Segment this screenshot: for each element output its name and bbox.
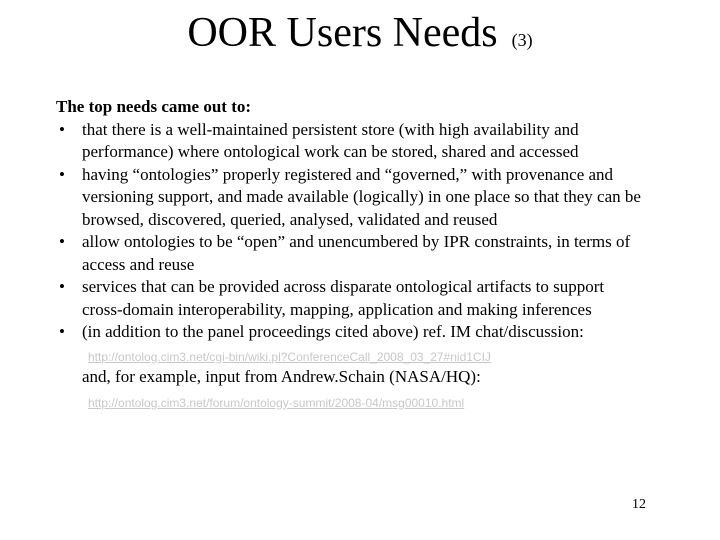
needs-list xyxy=(56,119,646,344)
list-item-text: (in addition to the panel proceedings cited above) ref. IM chat/discussion: xyxy=(82,322,584,341)
slide-title-suffix: (3) xyxy=(511,30,533,50)
intro-heading: The top needs came out to: xyxy=(56,97,252,116)
list-item xyxy=(56,321,646,344)
page-number: 12 xyxy=(632,497,646,512)
forum-message-link[interactable]: http://ontolog.cim3.net/forum/ontology-summit/2008-04/msg00010.html xyxy=(88,395,465,410)
bullet-icon: • xyxy=(59,232,65,251)
slide-title-text: OOR Users Needs xyxy=(187,10,498,56)
list-item xyxy=(56,231,646,276)
list-item xyxy=(56,276,646,321)
list-item-text: allow ontologies to be “open” and unencumbered by IPR constraints, in terms of access and reuse xyxy=(82,232,631,274)
followup-text: and, for example, input from Andrew.Schain (NASA/HQ): xyxy=(82,366,481,386)
im-chat-link[interactable]: http://ontolog.cim3.net/cgi-bin/wiki.pl?ConferenceCall_2008_03_27#nid1CIJ xyxy=(88,349,491,364)
list-item-text: services that can be provided across disparate ontological artifacts to support cross-domain interoperability, mapping, application and making inferences xyxy=(82,277,605,319)
list-item-text: having “ontologies” properly registered and “governed,” with provenance and versioning support, and made available (logically) in one place so that they can be browsed, discovered, queried, analysed, validated and reused xyxy=(82,164,641,229)
list-item-text: that there is a well-maintained persistent store (with high availability and performance) where ontological work can be stored, shared and accessed xyxy=(82,119,579,161)
slide-title xyxy=(0,12,720,54)
slide-body xyxy=(56,96,646,410)
bullet-icon: • xyxy=(59,164,65,184)
list-item xyxy=(56,164,646,232)
bullet-icon: • xyxy=(59,119,65,139)
bullet-icon: • xyxy=(59,277,65,296)
list-item xyxy=(56,119,646,164)
bullet-icon: • xyxy=(59,322,65,341)
